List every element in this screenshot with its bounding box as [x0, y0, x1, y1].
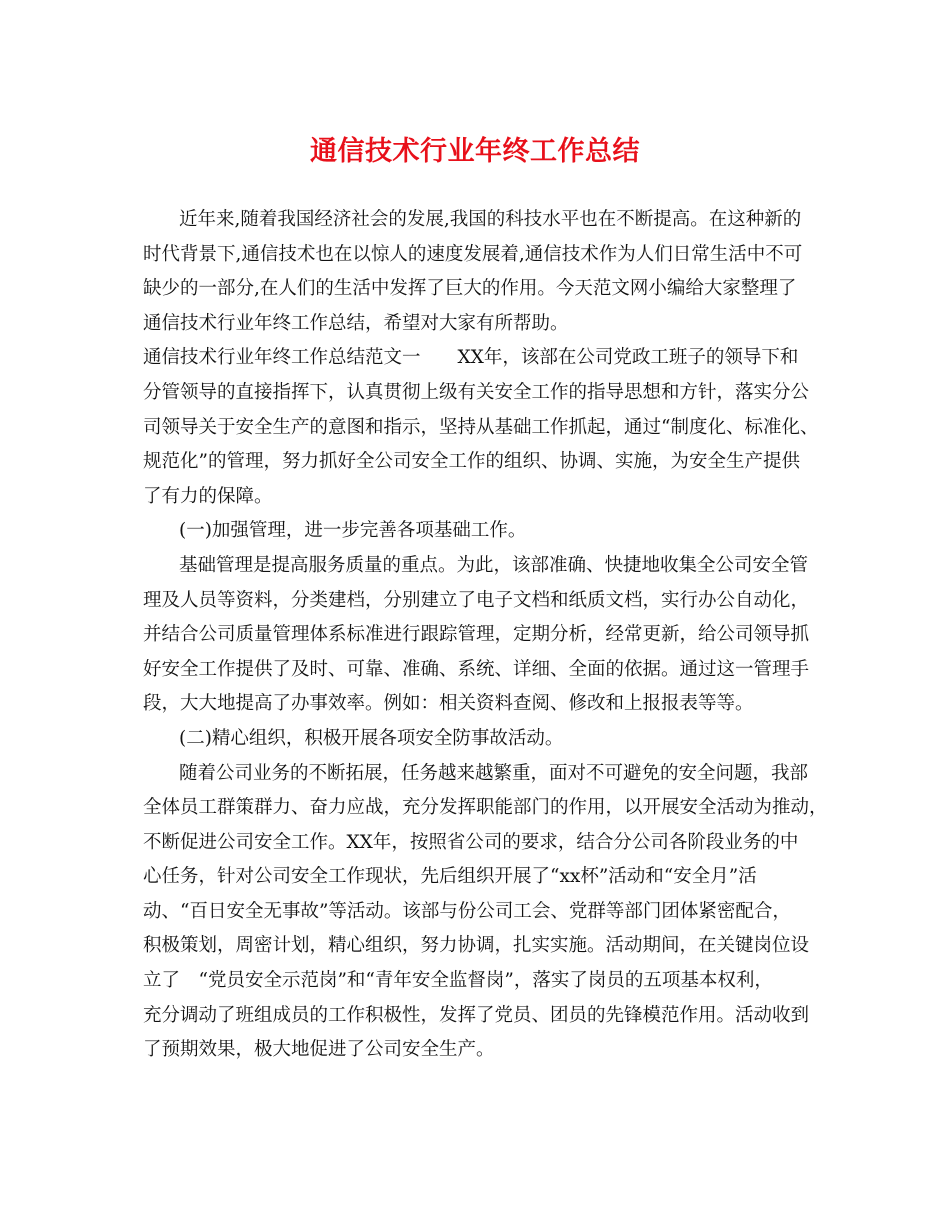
body-line: 通信技术行业年终工作总结，希望对大家有所帮助。 [143, 312, 569, 334]
body-line: 规范化”的管理，努力抓好全公司安全工作的组织、协调、实施，为安全生产提供 [143, 451, 800, 473]
body-line: 不断促进公司安全工作。XX年，按照省公司的要求，结合分公司各阶段业务的中 [143, 831, 799, 853]
body-line: 积极策划，周密计划，精心组织，努力协调，扎实实施。活动期间，在关键岗位设 [143, 935, 810, 957]
body-line: 了有力的保障。 [143, 485, 273, 507]
body-line: 好安全工作提供了及时、可靠、准确、系统、详细、全面的依据。通过这一管理手 [143, 658, 810, 680]
body-line: 心任务，针对公司安全工作现状，先后组织开展了“xx杯”活动和“安全月”活 [143, 866, 757, 888]
body-line: 理及人员等资料，分类建档，分别建立了电子文档和纸质文档，实行办公自动化， [143, 589, 810, 611]
body-line: 缺少的一部分,在人们的生活中发挥了巨大的作用。今天范文网小编给大家整理了 [143, 278, 797, 300]
body-line: 全体员工群策群力、奋力应战，充分发挥职能部门的作用，以开展安全活动为推动， [143, 797, 828, 819]
body-line: 分管领导的直接指挥下，认真贯彻上级有关安全工作的指导思想和方针，落实分公 [143, 381, 810, 403]
body-line: 随着公司业务的不断拓展，任务越来越繁重，面对不可避免的安全问题，我部 [179, 762, 809, 784]
document-title: 通信技术行业年终工作总结 [310, 136, 640, 167]
document-body [143, 203, 828, 1068]
body-line: 司领导关于安全生产的意图和指示，坚持从基础工作抓起，通过“制度化、标准化、 [143, 416, 819, 438]
body-line: (二)精心组织，积极开展各项安全防事故活动。 [179, 727, 564, 749]
body-line: 基础管理是提高服务质量的重点。为此，该部准确、快捷地收集全公司安全管 [179, 554, 809, 576]
body-line: (一)加强管理，进一步完善各项基础工作。 [179, 520, 527, 542]
body-line: 动、“百日安全无事故”等活动。该部与份公司工会、党群等部门团体紧密配合， [143, 900, 791, 922]
body-line: 近年来,随着我国经济社会的发展,我国的科技水平也在不断提高。在这种新的 [179, 209, 802, 230]
body-line: 了预期效果，极大地促进了公司安全生产。 [143, 1039, 495, 1061]
body-line: 并结合公司质量管理体系标准进行跟踪管理，定期分析，经常更新，给公司领导抓 [143, 624, 810, 646]
body-line: 通信技术行业年终工作总结范文一 XX年，该部在公司党政工班子的领导下和 [143, 347, 799, 369]
body-line: 段，大大地提高了办事效率。例如：相关资料查阅、修改和上报报表等等。 [143, 693, 754, 715]
body-line: 立了 “党员安全示范岗”和“青年安全监督岗”，落实了岗员的五项基本权利， [143, 970, 773, 992]
body-line: 充分调动了班组成员的工作积极性，发挥了党员、团员的先锋模范作用。活动收到 [143, 1004, 810, 1026]
body-line: 时代背景下,通信技术也在以惊人的速度发展着,通信技术作为人们日常生活中不可 [143, 243, 803, 265]
